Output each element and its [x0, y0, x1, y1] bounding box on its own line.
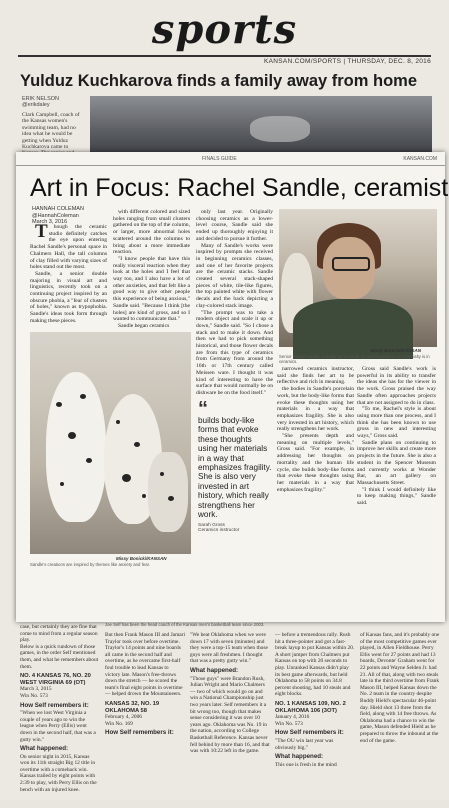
bottom-column-5	[360, 632, 440, 808]
ceramic-column	[148, 452, 188, 532]
paragraph: On senior night in 2015, Kansas won its 11th straight Big 12 title in overtime with a comeback win. Kansas trailed by eight points with 2:39 to play, with Perry Ellis on the bench with an injured knee.	[20, 753, 97, 793]
paragraph: "To me, Rachel's style is about using more than one process, and I think she has been known to use gross in new and interesting ways," Gross said.	[357, 406, 436, 440]
paragraph: Though the ceramic studio definitely catches the eye upon entering Rachel Sandle's personal space in Chalmers Hall, the tall columns of clay filled with varying sizes of holes stand out the most.	[30, 221, 107, 271]
paragraph: narrowed ceramics instructor, said she finds her art to be reflective and rich in meaning.	[277, 366, 354, 386]
paragraph: of Kansas fans, and it's probably one of the most competitive games ever played, in Allen Fieldhouse. Perry Ellis went for 27 points and had 13 boards, Devonte' Graham went for 22 points and Wayne Selden Jr. had 21. All of that, along with two steals late in the third overtime from Frank Mason III, helped Kansas down the No. 2 team in the country despite Buddy Hield's spectacular 46-point day. Hield shot 13 three from the field, along with 14 free throws. As Oklahoma had a chance to win the game, Mason defended Hield as he prepared to throw the inbound at the end of the game.	[360, 632, 440, 744]
bottom-column-3	[190, 632, 270, 808]
paragraph: — before a tremendous rally. Rush hit a three-pointer and got a fast-break layup to put Kansas within 20. A short jumper from Chalmers put Kansas on top with 20 seconds to play. Unranked Kansas didn't play its best game afterwards, but held Oklahoma to 58 points on 34.8 percent shooting, had 10 steals and eight blocks.	[275, 632, 355, 698]
paragraph: "The prompt was to take a modern object and scale it up or down," Sandle said. "So I chose a stack and to make it down. And then we had to pick something historical, and those flower decals are from this type of ceramics from Germany from around the 16th or 17th century called Meissen ware. I thought it was kind of interesting to have the surface that would normally be on dishware be on the food itself."	[196, 309, 273, 396]
article-column-5	[357, 366, 436, 576]
game-date: January 4, 2016	[275, 714, 310, 721]
lead-author: ERIK NELSON	[22, 96, 59, 102]
subhead: What happened:	[190, 666, 239, 674]
paragraph: "I know people that have this really visceral reaction when they look at the holes and I feel that way too, and I also have a lot of other anxieties, and that felt like a good way to give other people this experience of being anxious," Sandle said. "Because I think [the holes] are kind of gross, and so I wanted to communicate that."	[113, 255, 190, 323]
bottom-photo-caption: Joe Self has been the head coach of the Kansas men's basketball team since 2003.	[105, 622, 265, 627]
lead-handle: @erikdaley	[22, 102, 50, 108]
paragraph: the bodies in Sandle's porcelain work, but the body-like forms that evoke these thoughts using her materials in a way that emphasizes fragility. She is also very invested in art history, which really strengthens her work.	[277, 386, 354, 433]
paragraph: Gross said Sandle's work is powerful in its ability to transfer the ideas she has for the viewer in the work. Gross praised the way Sandle often approaches projects that are not assigned to do in class.	[357, 366, 436, 406]
inset-strip-section: FINALS GUIDE	[202, 156, 237, 162]
paragraph: "I think I would definitely like to keep making things," Sandle said.	[357, 486, 436, 507]
subhead: How Self remembers it:	[20, 701, 89, 709]
portrait-photo	[279, 209, 437, 347]
pull-quote-role: Ceramics instructor	[198, 528, 240, 534]
ceramics-photo-credit: Missy Bonicki/KANSAN	[116, 556, 167, 561]
article-author-handle: @HannahColeman	[32, 212, 79, 219]
paragraph: Sandle plans on continuing to improve her skills and create more projects in the future. She is also a student in the Spencer Museum and currently works at Wonder Bar, an art gallery on Massachusetts Street.	[357, 439, 436, 486]
portrait-photo-caption: Senior Rachel Sandle is majoring in visual art and linguistics. Her specialty is in ceramics.	[279, 354, 430, 364]
paragraph: Many of Sandle's works were inspired by prompts she received in beginning ceramics classes, and one of her favorite projects are the ceramic stacks. Sandle created several stack-shaped pieces of white, tile-like figures, the top painted white with flower decals and the back depicting a clay-colored stack image.	[196, 242, 273, 309]
pull-quote-text: builds body-like forms that evoke these thoughts using her materials in a way that emphasizes fragility. She is also very invested in art history, which really strengthens her work.	[198, 416, 272, 520]
paragraph: This one is fresh in the mind	[275, 761, 337, 768]
game-score: KANSAS 32, NO. 19 OKLAHOMA 58	[105, 700, 160, 714]
quote-mark-icon: “	[198, 398, 208, 420]
pull-quote	[198, 398, 272, 534]
paragraph: "Those guys" were Brandon Rush, Julian Wright and Mario Chalmers — two of which would go on and win a National Championship just two years later. Self remembers it a bit wrong too, though that makes sense considering it was over 10 years ago. Oklahoma was No. 19 in the nation, according to College Basketball Reference. Kansas never fell behind by more than 16, and that was with 10:22 left in the game.	[190, 675, 270, 755]
ceramics-photo-caption: Sandle's creations are inspired by themes like anxiety and fear.	[30, 562, 151, 567]
paragraph: Sandle, a senior double majoring in visual art and linguistics, recently took on a continuing project inspired by an obscure phobia, a "fear of clusters of holes," known as trypophobia. Sandle's ideas took form through making these pieces.	[30, 270, 107, 324]
inset-article-page	[16, 152, 449, 622]
game-win-number: Win No. 573	[20, 692, 48, 699]
bottom-column-1	[20, 624, 100, 800]
paragraph: only last year. Originally choosing ceramics as a lower-level course, Sandle said she ended up thoroughly enjoying it and decided to pursue it further.	[196, 209, 273, 242]
paragraph: Sandle began ceramics	[118, 322, 170, 329]
game-win-number: Win No. 573	[275, 720, 303, 727]
article-title: Art in Focus: Rachel Sandle, ceramist	[30, 174, 449, 202]
inset-page-strip	[16, 152, 445, 166]
paragraph: "When we lost West Virginia a couple of years ago to win the league when Perry (Ellis) went down in the second half, that was a gutty win."	[20, 710, 96, 743]
article-column-2	[113, 209, 190, 329]
inset-strip-site: KANSAN.COM	[403, 156, 437, 162]
paragraph: "She presents depth and meaning on multiple levels," Gross said. "For example, in addressing her thoughts on mortality and the human life cycle, she builds body-like forms that evoke these thoughts using her materials in a way that emphasizes fragility."	[277, 433, 354, 493]
glasses-icon	[332, 257, 370, 271]
article-author: HANNAH COLEMAN	[32, 206, 84, 212]
lead-text: Clark Campbell, coach of the Kansas women's swimming team, had no idea what he would be getting when Yulduz Kuchkarova came to	[22, 112, 80, 151]
paragraph: "The OU win last year was obviously big."	[275, 737, 334, 751]
masthead-rule	[18, 55, 431, 57]
ceramics-photo	[30, 332, 191, 554]
ceramic-column	[46, 372, 106, 522]
masthead	[18, 2, 431, 65]
subhead: What happened:	[20, 745, 69, 753]
game-win-number: Win No. 169	[105, 720, 133, 727]
lead-headline: Yulduz Kuchkarova finds a family away from home	[20, 72, 418, 90]
game-score: NO. 4 KANSAS 76, NO. 20 WEST VIRGINIA 69 (OT)	[20, 673, 91, 686]
article-date: March 3, 2016	[32, 219, 68, 225]
game-date: February 4, 2006	[105, 714, 142, 721]
game-score: NO. 1 KANSAS 109, NO. 2 OKLAHOMA 106 (3OT)	[275, 700, 346, 714]
section-title: sports	[151, 6, 298, 53]
subhead: What happened:	[275, 753, 324, 761]
masthead-dateline: KANSAN.COM/SPORTS | THURSDAY, DEC. 8, 2016	[264, 58, 431, 65]
paragraph: But then Frank Mason III and Jamari Traylor took over before overtime. Traylor's 14 points and nine boards all came in the second half and overtime, as he overcame first-half foul trouble to lead Kansas to victory late. Mason's free-throws down the stretch — he scored the team's final eight points in overtime — helped drown the Mountaineers.	[105, 632, 185, 698]
bottom-column-4	[275, 632, 355, 808]
paragraph: "We beat Oklahoma when we were down 17 with seven (minutes) and they were a top-15 team when those guys were all freshmen. I thought that was a pretty gutty win."	[190, 632, 268, 665]
pull-quote-name: Sarah Gross	[198, 523, 225, 529]
lead-photo	[90, 96, 432, 156]
paragraph: with different colored and sized holes ranging from small clusters gathered on the top of the column, or larger, more abnormal holes scattered around the columns to bring about a more immediate reaction.	[113, 209, 190, 256]
portrait-photo-credit: Missy Bonicki/KANSAN	[370, 348, 421, 353]
bottom-column-2	[105, 632, 185, 808]
article-column-3	[196, 209, 273, 399]
article-column-4	[277, 366, 354, 576]
subhead: How Self remembers it:	[105, 729, 174, 737]
paragraph: Below is a quick rundown of those games, in the order Self mentioned them, and what he remembers about them.	[20, 643, 99, 670]
lead-byline	[22, 96, 59, 108]
paragraph: case, but certainly they are fine that come to mind from a regular season play.	[20, 624, 98, 644]
subhead: How Self remembers it:	[275, 729, 344, 737]
game-date: March 3, 2015	[20, 686, 52, 693]
